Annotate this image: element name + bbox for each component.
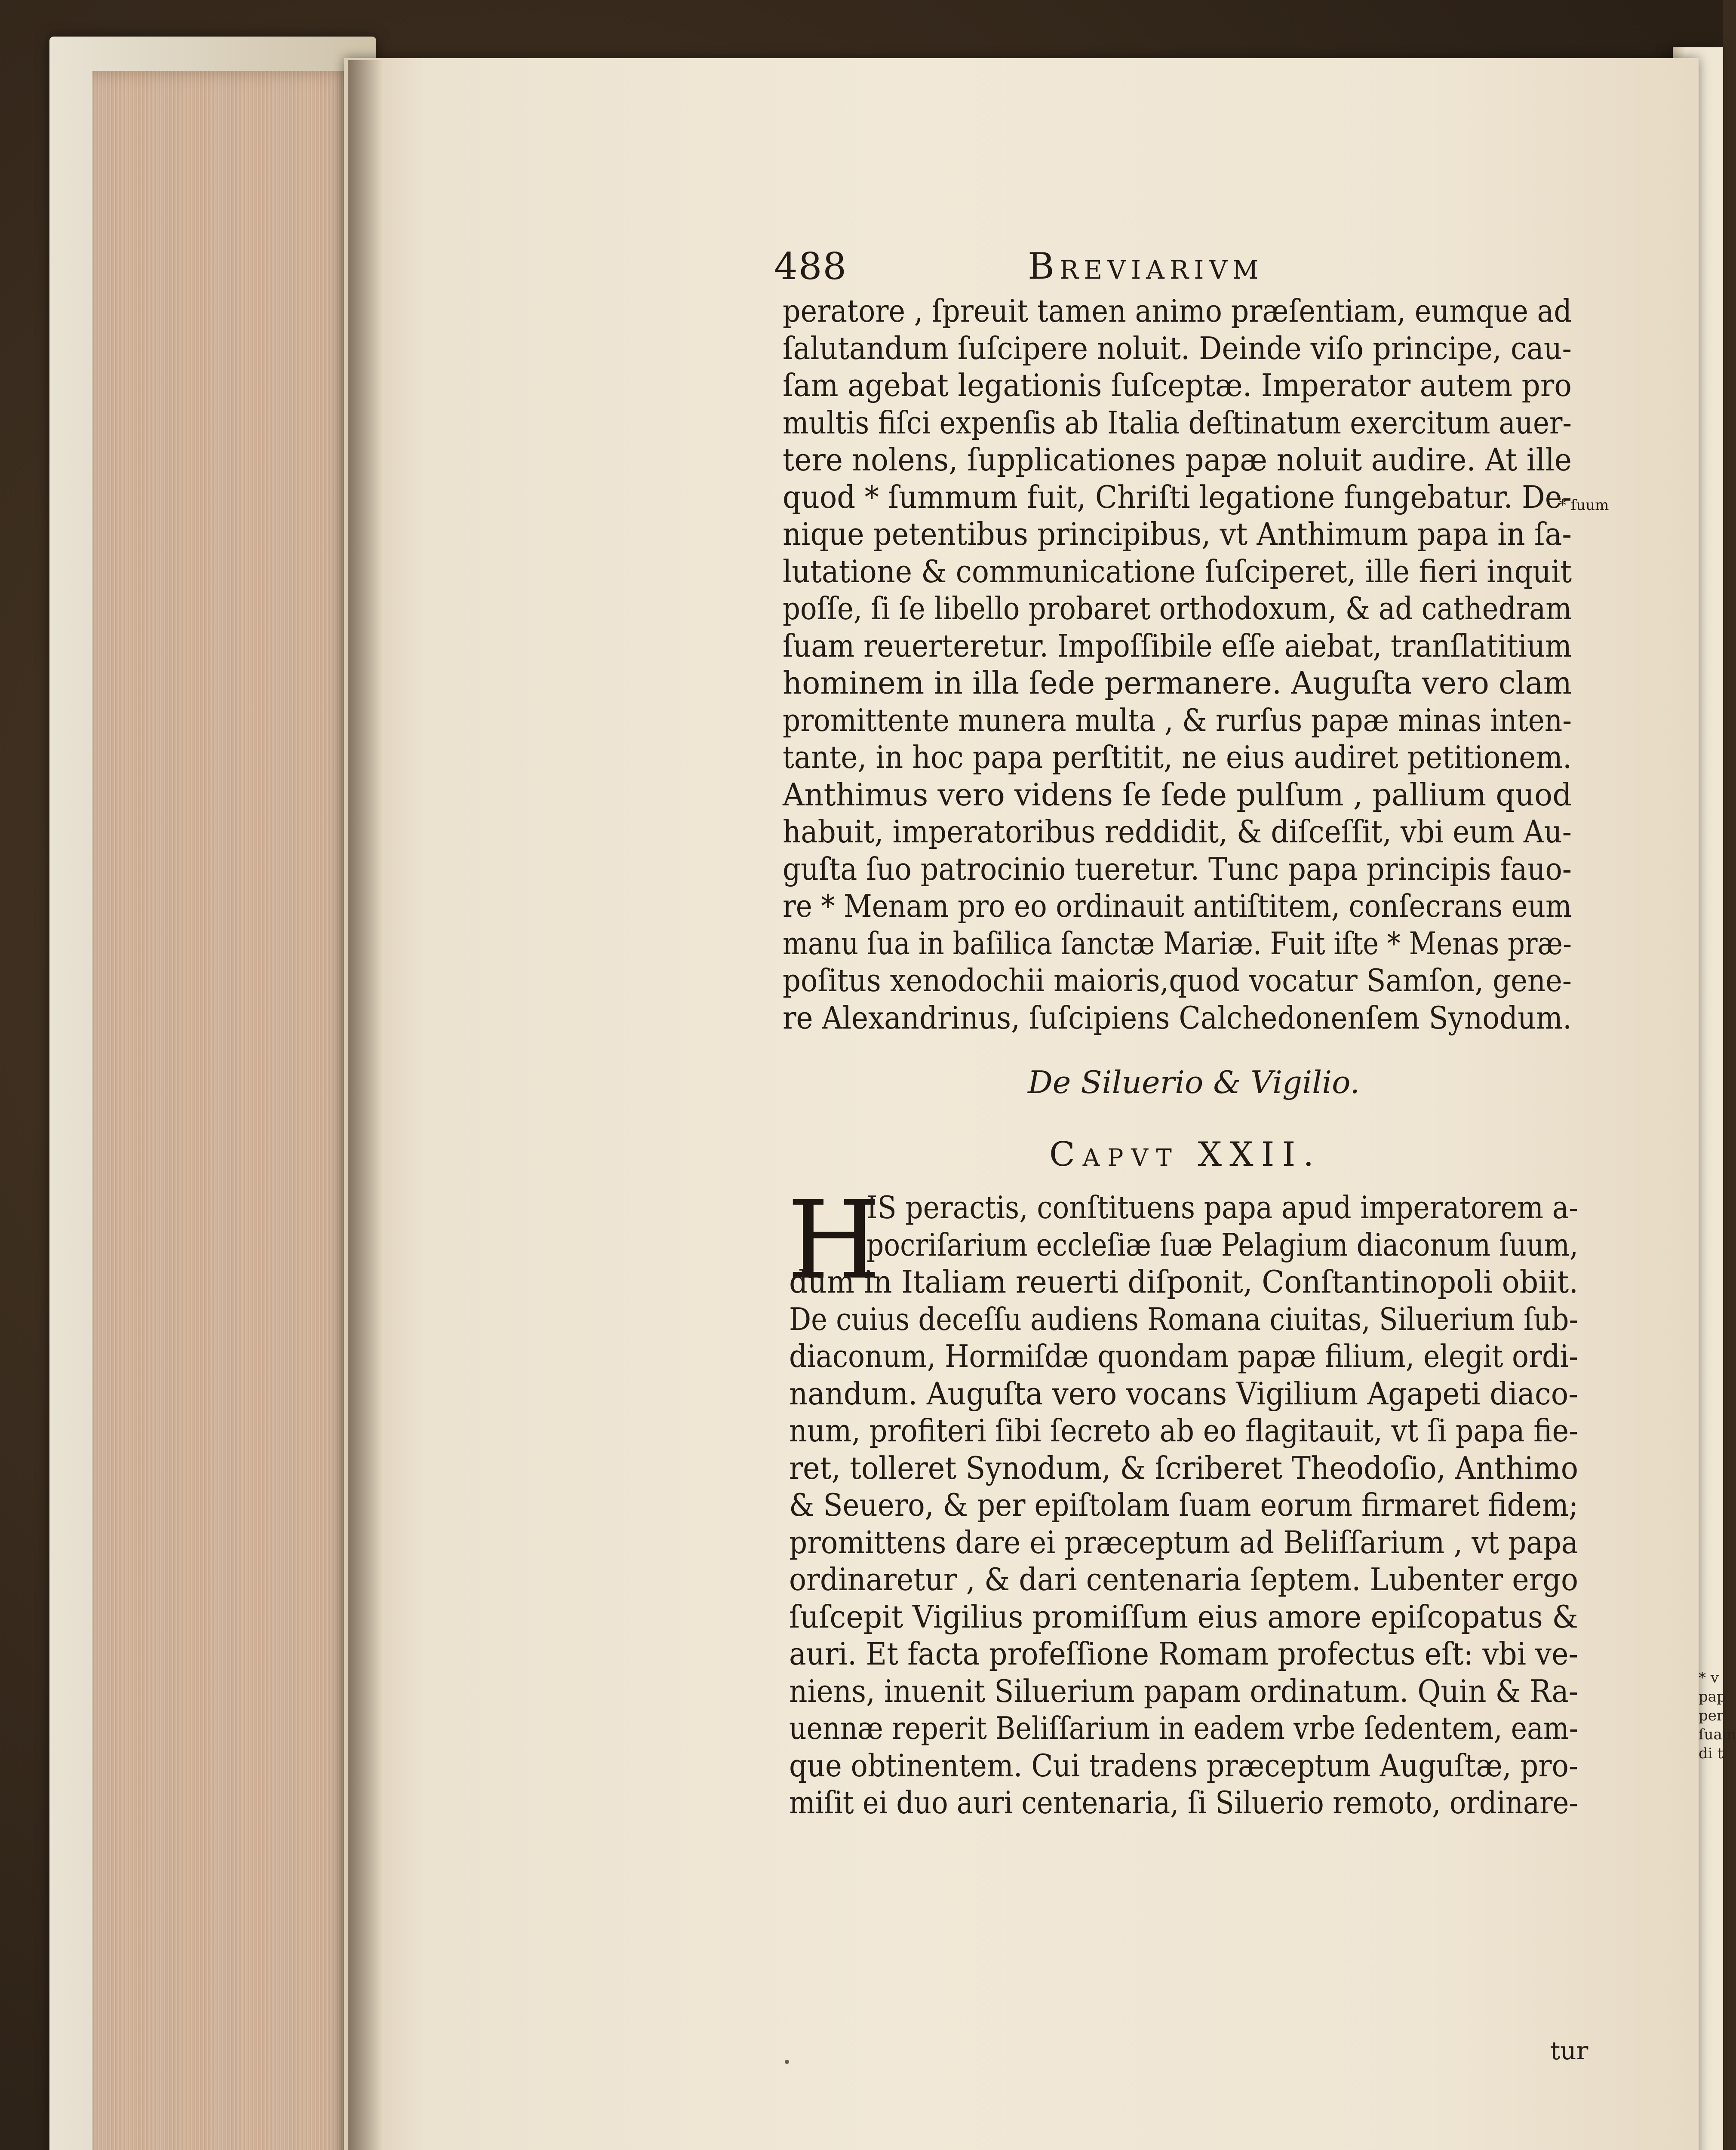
text-line: ſuam reuerteretur. Impoſſibile eſſe aiebat, tranſlatitium <box>783 627 1572 664</box>
text-line: ſuſcepit Vigilius promiſſum eius amore epiſcopatus & <box>789 1598 1578 1635</box>
text-line: multis fiſci expenſis ab Italia deſtinatum exercitum auer- <box>783 404 1572 441</box>
text-line: num, profiteri ſibi ſecreto ab eo flagitauit, vt ſi papa fie- <box>789 1413 1578 1449</box>
page-number: 488 <box>774 245 848 288</box>
text-line: poſſe, ſi ſe libello probaret orthodoxum, & ad cathedram <box>783 590 1572 627</box>
text-line: nique petentibus principibus, vt Anthimum papa in ſa- <box>783 516 1572 552</box>
text-line: ſam agebat legationis ſuſceptæ. Imperator autem pro <box>783 367 1572 403</box>
text-line: promittens dare ei præceptum ad Beliſſarium , vt papa <box>789 1524 1578 1560</box>
text-line: dum in Italiam reuerti diſponit, Conſtantinopoli obiit. <box>789 1264 1578 1300</box>
text-line: re Alexandrinus, ſuſcipiens Calchedonenſem Synodum. <box>783 999 1572 1036</box>
running-title: Breviarivm <box>1028 245 1264 287</box>
text-line: auri. Et facta profeſſione Romam profectus eſt: vbi ve- <box>789 1636 1578 1672</box>
text-line: diaconum, Hormiſdæ quondam papæ filium, elegit ordi- <box>789 1338 1578 1374</box>
ink-dot <box>785 2060 789 2064</box>
catchword: tur <box>1550 2036 1589 2065</box>
text-line: ſalutandum ſuſcipere noluit. Deinde viſo principe, cau- <box>783 330 1572 366</box>
text-line: & Seuero, & per epiſtolam ſuam eorum firmaret fidem; <box>789 1487 1578 1523</box>
text-line: ordinaretur , & dari centenaria ſeptem. Lubenter ergo <box>789 1561 1578 1597</box>
running-head <box>774 245 1591 297</box>
text-line: miſit ei duo auri centenaria, ſi Siluerio remoto, ordinare- <box>789 1784 1578 1821</box>
text-line: tere nolens, ſupplicationes papæ noluit audire. At ille <box>783 442 1572 478</box>
text-line: hominem in illa ſede permanere. Auguſta vero clam <box>783 665 1572 701</box>
text-line: uennæ reperit Beliſſarium in eadem vrbe ſedentem, eam- <box>789 1710 1578 1746</box>
text-line: peratore , ſpreuit tamen animo præſentiam, eumque ad <box>783 293 1572 329</box>
text-line: tante, in hoc papa perſtitit, ne eius audiret petitionem. <box>783 739 1572 775</box>
text-line: IS peractis, conſtituens papa apud imperatorem a- <box>866 1189 1578 1226</box>
text-line: poſitus xenodochii maioris,quod vocatur Samſon, gene- <box>783 962 1572 998</box>
page-edges <box>92 71 350 2150</box>
drop-cap: H <box>787 1178 881 1303</box>
marginal-note: * ſuum <box>1559 497 1609 514</box>
text-line: guſta ſuo patrocinio tueretur. Tunc papa principis fauo- <box>783 851 1572 887</box>
text-line: que obtinentem. Cui tradens præceptum Auguſtæ, pro- <box>789 1747 1578 1784</box>
text-line: quod * ſummum fuit, Chriſti legatione fungebatur. De- <box>783 479 1572 515</box>
text-line: nandum. Auguſta vero vocans Vigilium Agapeti diaco- <box>789 1375 1578 1412</box>
text-line: habuit, imperatoribus reddidit, & diſceſſit, vbi eum Au- <box>783 814 1572 850</box>
text-line: niens, inuenit Siluerium papam ordinatum. Quin & Ra- <box>789 1673 1578 1709</box>
section-subtitle: De Siluerio & Vigilio. <box>1028 1064 1360 1100</box>
text-line: pocriſarium eccleſiæ ſuæ Pelagium diaconum ſuum, <box>866 1226 1578 1263</box>
facing-page-marginalia: * v pap per ſuam di t <box>1699 1669 1736 1762</box>
text-line: lutatione & communicatione ſuſciperet, ille fieri inquit <box>783 553 1572 590</box>
gutter-shadow <box>348 60 383 2150</box>
chapter-heading: Capvt XXII. <box>1049 1135 1322 1174</box>
text-line: ret, tolleret Synodum, & ſcriberet Theodoſio, Anthimo <box>789 1450 1578 1486</box>
text-line: manu ſua in baſilica ſanctæ Mariæ. Fuit iſte * Menas præ- <box>783 925 1572 961</box>
text-line: Anthimus vero videns ſe ſede pulſum , pallium quod <box>783 776 1572 813</box>
text-line: De cuius deceſſu audiens Romana ciuitas, Siluerium ſub- <box>789 1301 1578 1337</box>
text-line: re * Menam pro eo ordinauit antiſtitem, conſecrans eum <box>783 888 1572 924</box>
text-line: promittente munera multa , & rurſus papæ minas inten- <box>783 702 1572 738</box>
